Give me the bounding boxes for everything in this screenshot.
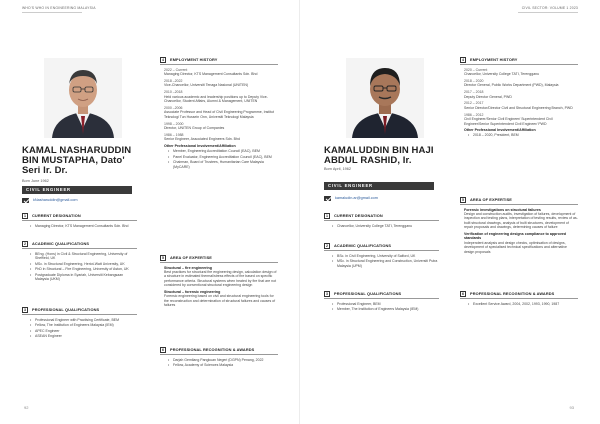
section-recognition-awards (160, 346, 278, 369)
section-number: 5 (461, 197, 465, 202)
awards-list (160, 358, 278, 368)
section-area-of-expertise (460, 196, 578, 257)
section-title: PROFESSIONAL RECOGNITION & AWARDS (170, 347, 255, 352)
section-current-designation (22, 212, 137, 229)
email-row (324, 196, 378, 201)
section-title: ACADEMIC QUALIFICATIONS (32, 241, 90, 246)
list-item: • Fellow, Academy of Sciences Malaysia (168, 363, 278, 368)
employment-entry: 2012 – 2017 Senior Director/Director Civil and Structural Engineering Branch, PWD (464, 101, 573, 110)
section-title: EMPLOYMENT HISTORY (170, 57, 218, 62)
section-employment-history (460, 56, 578, 139)
section-number: 1 (23, 213, 27, 218)
awards-list (460, 302, 578, 307)
list-item: • APEC Engineer (30, 329, 137, 334)
section-number: 3 (23, 307, 27, 312)
page-number: 93 (569, 405, 574, 410)
section-heading (22, 306, 137, 313)
section-rule (160, 262, 278, 263)
role-banner: CIVIL ENGINEER (22, 186, 132, 194)
list-item: • Chancellor, University College TATI, Terengganu (332, 224, 439, 229)
email-address[interactable]: kNasharuddin@gmail.com (33, 198, 78, 203)
list-item: • 2018 – 2020, President, BEM (468, 133, 578, 138)
professional-list (324, 302, 439, 312)
expertise-title: Structural – forensic engineering (164, 290, 221, 295)
section-number: 3 (325, 291, 329, 296)
section-title: PROFESSIONAL QUALIFICATIONS (334, 291, 402, 296)
section-recognition-awards (460, 290, 578, 307)
section-heading (22, 212, 137, 219)
section-title: AREA OF EXPERTISE (170, 255, 212, 260)
section-rule (22, 314, 137, 315)
section-number: 6 (161, 347, 165, 352)
section-title: PROFESSIONAL RECOGNITION & AWARDS (470, 291, 555, 296)
section-title: CURRENT DESIGNATION (334, 213, 383, 218)
section-number: 4 (461, 57, 465, 62)
section-academic-qualifications (22, 240, 137, 283)
list-item: • Panel Evaluator, Engineering Accreditation Council (EAC), BEM (168, 155, 278, 160)
section-heading (160, 56, 278, 63)
expertise-description: Independent analysis and design checks, optimisation of designs, development of specialised technical specifications and alternative design proposals (464, 240, 567, 254)
employment-entry: 1986 – 1988 Senior Engineer, Associated Engineers Sdn. Bhd (164, 132, 240, 142)
section-rule (324, 250, 439, 251)
employment-entry: 1986 – 2012 Civil Engineer/Senior Civil Engineer/ Superintendent Civil Engineer/Senior Superintendent Civil Engineer/ PWD (464, 112, 553, 126)
employment-entry: 2018 –2022 Vice-Chancellor, Universiti Tenaga Nasional (UNITEN) (164, 78, 249, 88)
employment-entry: 1998 – 2000 Director, UNITEN Group of Companies (164, 121, 225, 130)
affiliation-heading: Other Professional Involvement/Affiliation (164, 144, 236, 149)
section-rule (324, 298, 439, 299)
section-rule (460, 204, 578, 205)
section-rule (160, 354, 278, 355)
list-item: • Professional Engineer, BEM (332, 302, 439, 307)
affiliation-heading: Other Professional Involvement/Affiliation (464, 128, 536, 133)
section-heading (460, 290, 578, 297)
list-item: • Fellow, The Institution of Engineers Malaysia (IEM) (30, 323, 137, 328)
running-head: CIVIL SECTOR: VOLUME 1 2023 (521, 6, 578, 10)
employment-entry: 2017 – 2018 Deputy Director General, PWD (464, 90, 512, 99)
section-number: 1 (325, 213, 329, 218)
section-rule (22, 220, 137, 221)
academic-list (22, 252, 137, 283)
section-heading (160, 346, 278, 353)
portrait-photo (346, 58, 424, 138)
list-item: • Postgraduate Diploma in Syariah, Universiti Kebangsaan Malaysia (UKM) (30, 273, 137, 282)
expertise-description: Best practices for structural fire engineering design, calculation design of a structure in estimated thermal/stress effects of fire based on specific performance criteria. Structural systems when heated by fire that are not considered by conventional structural engineering design (164, 269, 277, 288)
list-item: • BEng. (Hons) in Civil & Structural Engineering, University of Sheffield, UK (30, 252, 137, 261)
section-rule (160, 64, 278, 65)
section-employment-history (160, 56, 278, 171)
academic-list (324, 254, 439, 269)
affiliation-list (460, 133, 578, 138)
section-title: CURRENT DESIGNATION (32, 213, 81, 218)
designation-list (324, 224, 439, 229)
list-item: • Excellent Service Award, 2004, 2002, 1993, 1990, 1987 (468, 302, 578, 307)
expertise-description: Design and construction audits, investigation of failures, development of inspection and testing plans, interpretation of testing results, review of as-built structural drawings, analysis of built structures, development of repair proposals and drawings, determining causes of failure (464, 211, 578, 230)
birth-date: Born June 1962 (22, 179, 49, 183)
list-item: • ASEAN Engineer (30, 334, 137, 339)
affiliation-list (160, 149, 278, 169)
list-item: • Darjah Gemilang Pangkuan Negeri (DGPN) Penang, 2022 (168, 358, 278, 363)
list-item: • MSc. in Structural Engineering, Heriot-Watt University, UK (30, 262, 137, 267)
section-rule (324, 220, 439, 221)
section-heading (460, 196, 578, 203)
section-title: ACADEMIC QUALIFICATIONS (334, 243, 392, 248)
profile-name: KAMALUDDIN BIN HAJI ABDUL RASHID, Ir. (324, 145, 434, 166)
role-banner: CIVIL ENGINEER (324, 182, 434, 190)
expertise-description: Forensic engineering based on civil and structural engineering tools for the reconstruction and determination of structural failures and causes of failures (164, 294, 276, 308)
list-item: • BSc. in Civil Engineering, University of Salford, UK (332, 254, 439, 259)
portrait-illustration (44, 58, 122, 138)
portrait-photo (44, 58, 122, 138)
section-current-designation (324, 212, 439, 229)
right-page (300, 0, 600, 424)
section-heading (324, 212, 439, 219)
list-item: • Member, Engineering Accreditation Council (EAC), BEM (168, 149, 278, 154)
profile-name: KAMAL NASHARUDDIN BIN MUSTAPHA, Dato' Seri Ir. Dr. (22, 145, 132, 176)
list-item: • PhD in Structural – Fire Engineering, University of Aston, UK (30, 267, 137, 272)
section-heading (22, 240, 137, 247)
portrait-illustration (346, 58, 424, 138)
running-head-rule (518, 12, 578, 13)
section-number: 6 (461, 291, 465, 296)
section-professional-qualifications (324, 290, 439, 313)
envelope-icon (22, 198, 29, 203)
list-item: • Chairman, Board of Trustees, Humanitarian Care Malaysia (MyCARE) (168, 160, 278, 169)
section-heading (324, 242, 439, 249)
expertise-title: Forensic investigations on structural failures (464, 207, 541, 212)
email-address[interactable]: kamaludin.ar@gmail.com (335, 196, 378, 201)
section-rule (460, 298, 578, 299)
section-professional-qualifications (22, 306, 137, 340)
section-title: AREA OF EXPERTISE (470, 197, 512, 202)
list-item: • Professional Engineer with Practising Certificate, BEM (30, 318, 137, 323)
employment-entry: 2022 – Current Managing Director, KTS Management Consultants Sdn. Bhd (164, 67, 258, 76)
employment-entry: 2020 – Current Chancellor, University College TATI, Terengganu (464, 67, 540, 76)
email-row (22, 198, 78, 203)
section-number: 2 (325, 243, 329, 248)
list-item: • MSc. in Structural Engineering and Construction, Universiti Putra Malaysia (UPM) (332, 259, 439, 268)
designation-list (22, 224, 137, 229)
section-academic-qualifications (324, 242, 439, 269)
running-head-rule (22, 12, 82, 13)
section-title: EMPLOYMENT HISTORY (470, 57, 518, 62)
section-number: 5 (161, 255, 165, 260)
section-rule (22, 248, 137, 249)
list-item: • Managing Director, KTS Management Consultants Sdn. Bhd (30, 224, 137, 229)
list-item: • Member, The Institution of Engineers Malaysia (IEM) (332, 307, 439, 312)
employment-entry: 2010 –2018 Held various academic and leadership positions up to Deputy Vice-Chancellor, Student Affairs, Alumni & Management, UNITEN (164, 90, 268, 103)
section-number: 2 (23, 241, 27, 246)
section-heading (460, 56, 578, 63)
section-heading (324, 290, 439, 297)
envelope-icon (324, 196, 331, 201)
page-number: 92 (24, 405, 29, 410)
employment-entry: 2018 – 2020 Director General, Public Works Department (PWD), Malaysia (464, 78, 559, 88)
expertise-title: Verification of engineering designs compliance to approved standards (464, 232, 567, 241)
expertise-title: Structural – fire engineering (164, 265, 212, 270)
running-head: WHO'S WHO IN ENGINEERING MALAYSIA (22, 6, 96, 10)
section-number: 4 (161, 57, 165, 62)
employment-entry: 2000 –2006 Associate Professor and Head of Civil Engineering Programme, Institut Teknologi Tun Hussein Onn, Universiti Teknologi Malaysia (164, 105, 274, 119)
professional-list (22, 318, 137, 339)
section-title: PROFESSIONAL QUALIFICATIONS (32, 307, 100, 312)
birth-date: Born April, 1962 (324, 167, 352, 171)
section-area-of-expertise (160, 254, 278, 310)
section-heading (160, 254, 278, 261)
section-rule (460, 64, 578, 65)
